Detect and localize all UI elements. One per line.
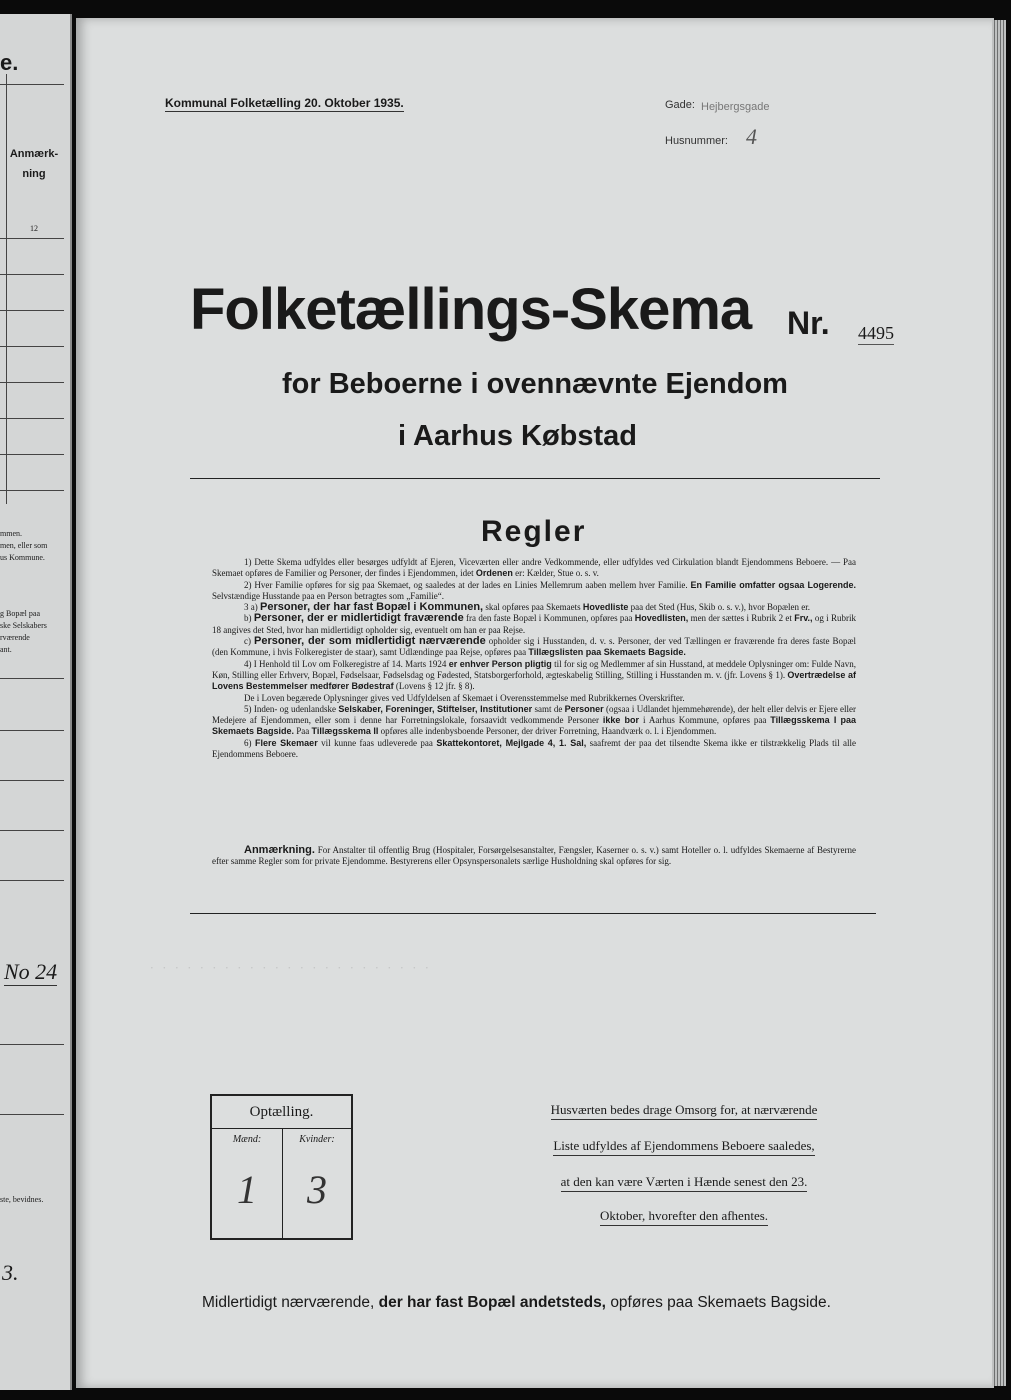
men-count: 1	[237, 1167, 257, 1212]
rule-1: 1) Dette Skema udfyldes eller besørges udfyldt af Ejeren, Viceværten eller andre Vedkommende, eller udfyldes ved Cirkulation blandt Ejendommens Beboere. — Paa Skemaet opføres de Familier og Personer, der findes i Ejendommen, idet Ordenen er: Kælder, Stue o. s. v.	[212, 557, 856, 579]
notice-line: Husværten bedes drage Omsorg for, at nærværende	[514, 1102, 854, 1118]
house-number-label: Husnummer:	[665, 135, 728, 147]
divider	[0, 880, 64, 881]
column-header: Anmærk- ning	[9, 148, 59, 180]
rule-3c: c) Personer, der som midlertidigt nærværende opholder sig i Husstanden, d. v. s. Personer, der ved Tællingen er fraværende fra deres faste Bopæl (den Kommune, i hvis Folkeregister de staar), samt Udlændinge paa Rejse, opføres paa Tillægslisten paa Skemaets Bagside.	[212, 635, 856, 658]
divider	[0, 490, 64, 491]
left-page-handwriting: 3.	[2, 1260, 19, 1285]
divider	[0, 274, 64, 275]
divider	[0, 382, 64, 383]
left-facing-page	[0, 14, 72, 1390]
left-page-snippet: g Bopæl paa ske Selskabers rværende ant.	[0, 609, 47, 654]
page-edges	[992, 20, 1006, 1386]
rule-6: 6) Flere Skemaer vil kunne faas udleverede paa Skattekontoret, Mejlgade 4, 1. Sal, saafremt der paa det tilsendte Skema ikke er tilstrækkelig Plads til alle Ejendommens Beboere.	[212, 737, 857, 760]
remark-label: Anmærkning.	[244, 844, 315, 856]
remark-text: For Anstalter til offentlig Brug (Hospitaler, Forsørgelsesanstalter, Fængsler, Kaserner o. s. v.) samt Hoteller o. l. udfyldes Skemaerne af Bestyrerne efter samme Regler som for private Ejendomme. Bestyrerens eller Opsynspersonalets særlige Husholdning skal opføres for sig.	[212, 845, 857, 867]
divider	[0, 1044, 64, 1045]
count-box	[210, 1094, 353, 1240]
divider	[0, 730, 64, 731]
women-label: Kvinder:	[299, 1134, 335, 1145]
rules-heading: Regler	[481, 515, 587, 548]
rule-3a: 3 a) Personer, der har fast Bopæl i Kommunen, skal opføres paa Skemaets Hovedliste paa det Sted (Hus, Skib o. s. v.), hvor Bopælen er.	[244, 601, 811, 614]
rules-text	[212, 557, 856, 760]
divider	[0, 238, 64, 239]
divider	[0, 418, 64, 419]
rule-4: 4) I Henhold til Lov om Folkeregistre af 14. Marts 1924 er enhver Person pligtig til for sig og Medlemmer af sin Husstand, at meddele Oplysninger om: Fulde Navn, Køn, Stilling eller Erhverv, Bopæl, Fødselsaar, Fødselsdag og Fødested, Statsborgerforhold, ægteskabelig Stilling, Stilling i Husstanden m. v. (jfr. Lovens § 1). Overtrædelse af Lovens Bestemmelser medfører Bødestraf (Lovens § 12 jfr. § 8).	[212, 658, 857, 692]
notice-line: Oktober, hvorefter den afhentes.	[514, 1208, 854, 1224]
divider	[0, 84, 64, 85]
divider	[0, 454, 64, 455]
divider	[0, 346, 64, 347]
left-page-letter: e.	[0, 50, 19, 75]
left-page-snippet: mmen. men, eller som us Kommune.	[0, 529, 48, 562]
form-subtitle-city: i Aarhus Købstad	[398, 420, 638, 452]
divider	[0, 310, 64, 311]
footer-note: Midlertidigt nærværende, der har fast Bopæl andetsteds, opføres paa Skemaets Bagside.	[202, 1294, 831, 1311]
rule-2: 2) Hver Familie opføres for sig paa Skemaet, og saaledes at der lades en Linies Mellemrum aaben mellem hver Familie. En Familie omfatter ogsaa Logerende. Selvstændige Husstande paa en Person betragtes som „Familie“.	[212, 579, 856, 601]
remark	[212, 845, 856, 868]
count-title: Optælling.	[212, 1096, 351, 1129]
form-subtitle: for Beboerne i ovennævnte Ejendom	[282, 368, 788, 400]
form-number-label: Nr.	[787, 305, 830, 341]
divider	[6, 74, 7, 504]
notice-line: Liste udfyldes af Ejendommens Beboere saaledes,	[514, 1138, 854, 1154]
divider	[0, 830, 64, 831]
street-label: Gade:	[665, 99, 695, 111]
divider	[0, 678, 64, 679]
divider	[0, 780, 64, 781]
notice-line: at den kan være Værten i Hænde senest den 23.	[514, 1174, 854, 1190]
form-number-value: 4495	[858, 323, 894, 343]
house-number-value: 4	[746, 124, 757, 149]
rule-3b: b) Personer, der er midlertidigt fraværende fra den faste Bopæl i Kommunen, opføres paa Hovedlisten, men der sættes i Rubrik 2 et Frv., og i Rubrik 18 angives det Sted, hvor han midlertidigt opholder sig, eventuelt om han er paa Rejse.	[212, 612, 856, 635]
rule-4b: De i Loven begærede Oplysninger gives ved Udfyldelsen af Skemaet i Overensstemmelse med Rubrikkernes Overskrifter.	[244, 692, 685, 703]
form-title: Folketællings-Skema	[190, 277, 752, 342]
divider	[0, 1114, 64, 1115]
bleed-through-marks: · · · · · · · · · · · · · · · · · · · · · · ·	[150, 960, 432, 975]
men-label: Mænd:	[232, 1134, 262, 1145]
divider	[190, 478, 880, 479]
street-value: Hejbergsgade	[701, 101, 770, 113]
census-title: Kommunal Folketælling 20. Oktober 1935.	[165, 96, 404, 110]
rule-5: 5) Inden- og udenlandske Selskaber, Foreninger, Stiftelser, Institutioner samt de Personer (ogsaa i Udlandet hjemmehørende), der helt eller delvis er Ejere eller Medejere af Ejendommen, eller som i denne har Forretningslokale, forsaavidt vedkommende Personer ikke bor i Aarhus Kommune, opføres paa Tillægsskema I paa Skemaets Bagside. Paa Tillægsskema II opføres alle indenbysboende Personer, der driver Forretning, Haandværk o. l. i Ejendommen.	[212, 703, 857, 737]
left-page-handwriting: No 24	[4, 959, 58, 984]
column-number: 12	[30, 224, 38, 233]
divider	[190, 913, 876, 914]
left-page-snippet: ste, bevidnes.	[0, 1195, 44, 1204]
women-count: 3	[307, 1167, 327, 1212]
